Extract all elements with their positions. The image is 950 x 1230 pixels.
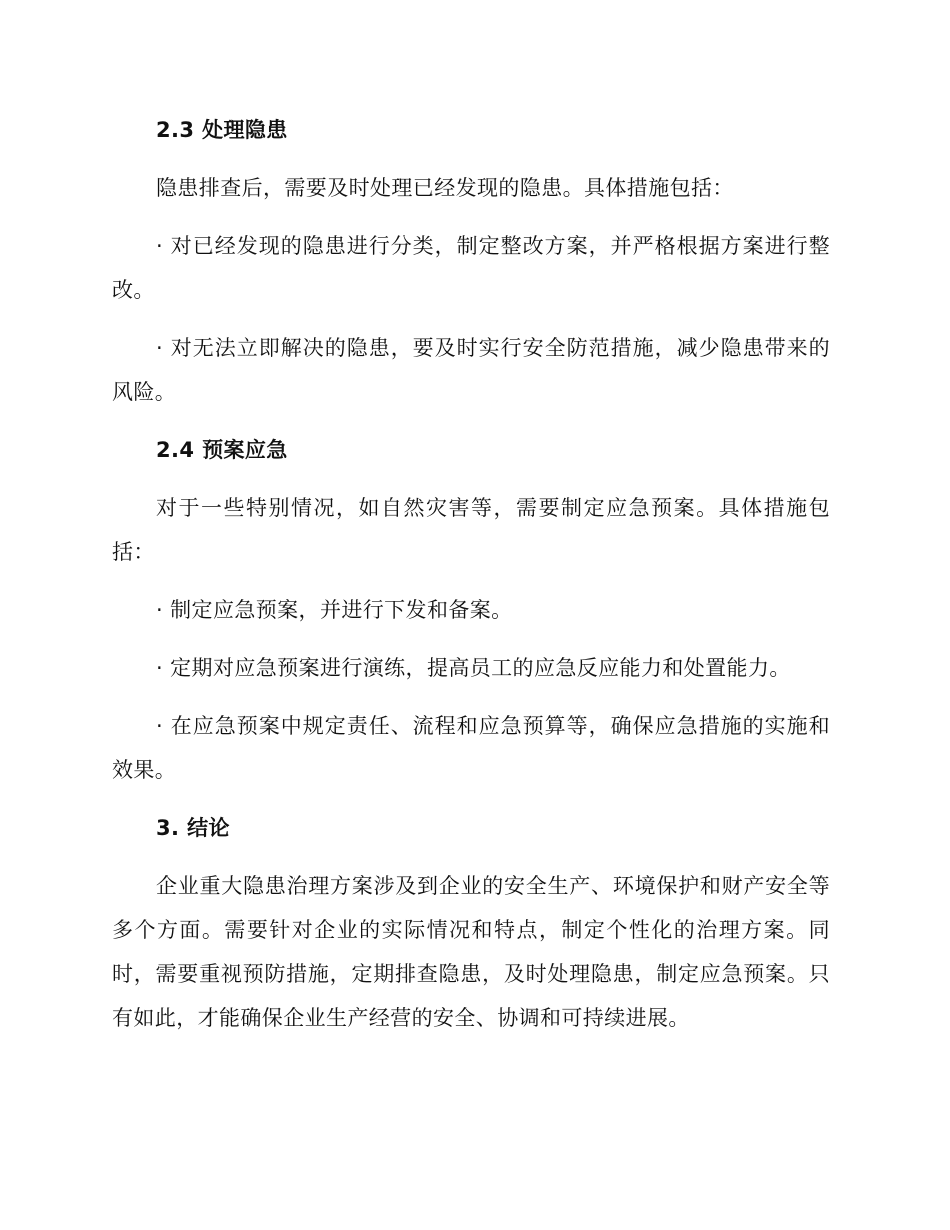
section-2-4-item-3: · 在应急预案中规定责任、流程和应急预算等，确保应急措施的实施和效果。: [112, 714, 830, 782]
section-heading-2-3: 2.3 处理隐患: [156, 118, 288, 142]
section-2-3-item-1: · 对已经发现的隐患进行分类，制定整改方案，并严格根据方案进行整改。: [112, 234, 830, 302]
section-2-4-item-2: · 定期对应急预案进行演练，提高员工的应急反应能力和处置能力。: [156, 656, 791, 680]
section-heading-2-4: 2.4 预案应急: [156, 438, 288, 462]
document-body: [112, 108, 830, 1054]
section-2-4-intro: 对于一些特别情况，如自然灾害等，需要制定应急预案。具体措施包括：: [112, 496, 830, 564]
section-2-3-item-2: · 对无法立即解决的隐患，要及时实行安全防范措施，减少隐患带来的风险。: [112, 336, 830, 404]
section-2-4-item-1: · 制定应急预案，并进行下发和备案。: [156, 598, 513, 622]
section-2-3-intro: 隐患排查后，需要及时处理已经发现的隐患。具体措施包括：: [156, 176, 734, 200]
conclusion-paragraph: 企业重大隐患治理方案涉及到企业的安全生产、环境保护和财产安全等多个方面。需要针对企业的实际情况和特点，制定个性化的治理方案。同时，需要重视预防措施，定期排查隐患，及时处理隐患，制定应急预案。只有如此，才能确保企业生产经营的安全、协调和可持续进展。: [112, 874, 830, 1030]
section-heading-3: 3. 结论: [156, 816, 230, 840]
